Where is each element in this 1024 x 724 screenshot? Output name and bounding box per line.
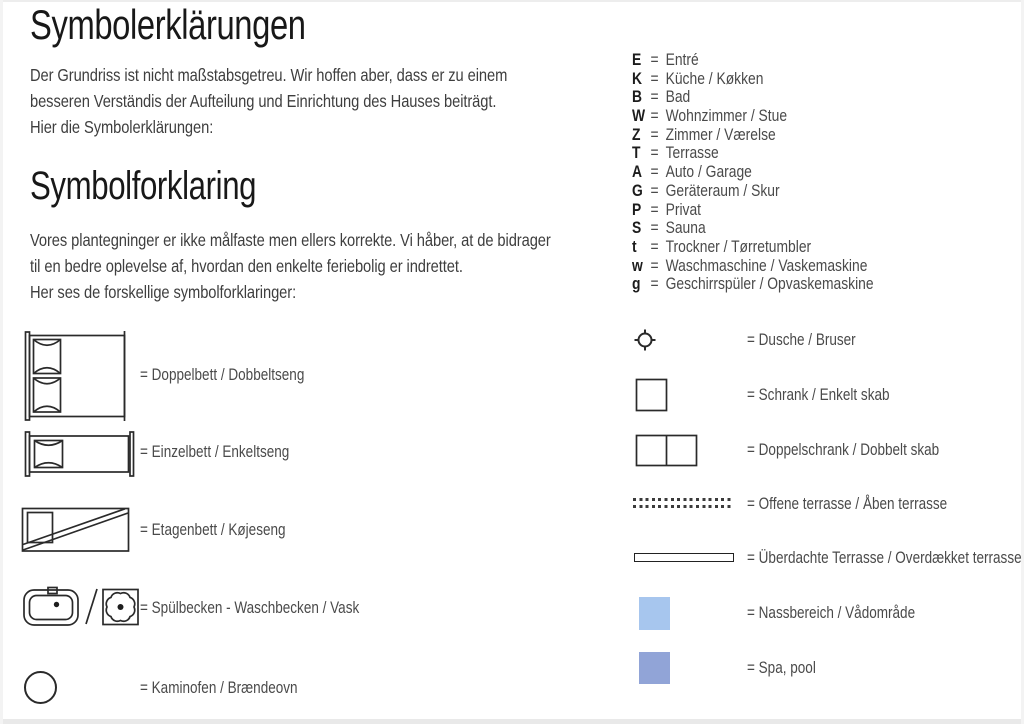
double-cabinet-label: = Doppelschrank / Dobbelt skab bbox=[747, 441, 940, 459]
equals-sign: = bbox=[650, 88, 659, 107]
room-code-letter: B bbox=[632, 88, 643, 107]
room-code-label: Sauna bbox=[665, 219, 706, 238]
bunk-bed-label: = Etagenbett / Køjeseng bbox=[140, 521, 286, 539]
single-bed-label-wrap bbox=[140, 443, 322, 462]
intro-da-line3: Her ses de forskellige symbolforklaringer: bbox=[30, 282, 297, 302]
open-terrace-label-wrap bbox=[747, 495, 991, 514]
equals-sign: = bbox=[650, 181, 659, 200]
double-bed-label-wrap bbox=[140, 366, 340, 385]
room-code-row bbox=[632, 144, 874, 163]
room-code-row bbox=[632, 275, 874, 294]
spa-pool-swatch bbox=[639, 652, 670, 684]
wet-area-swatch bbox=[639, 597, 670, 630]
single-bed-icon bbox=[24, 431, 136, 477]
equals-sign: = bbox=[650, 125, 659, 144]
open-terrace-dash-row bbox=[633, 498, 733, 501]
page-edge-left bbox=[0, 0, 3, 724]
room-code-letter: T bbox=[632, 144, 641, 163]
room-code-row bbox=[632, 182, 874, 201]
equals-sign: = bbox=[650, 237, 659, 256]
equals-sign: = bbox=[650, 107, 659, 126]
single-cabinet-icon bbox=[635, 378, 669, 412]
room-code-row bbox=[632, 257, 874, 276]
room-code-label: Geschirrspüler / Opvaskemaskine bbox=[665, 275, 874, 294]
covered-terrace-bar bbox=[634, 553, 734, 562]
room-code-label: Auto / Garage bbox=[665, 163, 752, 182]
room-code-row bbox=[632, 51, 874, 70]
page-title-danish: Symbolforklaring bbox=[30, 164, 257, 208]
wet-area-icon bbox=[639, 597, 670, 630]
double-cabinet-label-wrap bbox=[747, 441, 981, 460]
intro-paragraph-danish bbox=[30, 227, 551, 305]
single-bed-label: = Einzelbett / Enkeltseng bbox=[140, 443, 290, 461]
wood-stove-icon bbox=[23, 670, 59, 706]
sink-washbasin-label-wrap bbox=[140, 599, 407, 618]
intro-da-line1: Vores plantegninger er ikke målfaste men ellers korrekte. Vi håber, at de bidrager bbox=[30, 230, 551, 250]
wood-stove-label-wrap bbox=[140, 679, 332, 698]
covered-terrace-icon bbox=[634, 553, 734, 562]
intro-da-line2: til en bedre oplevelse af, hvordan den enkelte feriebolig er indrettet. bbox=[30, 256, 463, 276]
spa-pool-label-wrap bbox=[747, 659, 831, 678]
equals-sign: = bbox=[650, 144, 659, 163]
room-code-label: Entré bbox=[665, 51, 699, 69]
page-edge-bottom bbox=[0, 719, 1024, 724]
open-terrace-dash-row bbox=[633, 505, 733, 508]
room-code-label: Privat bbox=[665, 200, 702, 219]
wet-area-label-wrap bbox=[747, 604, 952, 623]
room-code-letter: G bbox=[632, 181, 643, 200]
single-cabinet-label: = Schrank / Enkelt skab bbox=[747, 386, 890, 404]
intro-de-line3: Hier die Symbolerklärungen: bbox=[30, 117, 214, 137]
sink-washbasin-icon bbox=[23, 586, 141, 628]
room-code-letter: g bbox=[632, 275, 641, 294]
shower-label: = Dusche / Bruser bbox=[747, 331, 856, 349]
equals-sign: = bbox=[650, 200, 659, 219]
wet-area-label: = Nassbereich / Vådområde bbox=[747, 604, 916, 622]
room-code-row bbox=[632, 88, 874, 107]
shower-label-wrap bbox=[747, 331, 880, 350]
room-code-letter: P bbox=[632, 200, 642, 219]
room-code-label: Küche / Køkken bbox=[665, 69, 764, 88]
shower-icon bbox=[631, 326, 659, 354]
intro-paragraph-german bbox=[30, 62, 507, 140]
room-code-label: Trockner / Tørretumbler bbox=[665, 237, 812, 256]
covered-terrace-label-wrap bbox=[747, 549, 1024, 568]
room-code-letter: E bbox=[632, 51, 642, 69]
room-code-row bbox=[632, 107, 874, 126]
equals-sign: = bbox=[650, 256, 659, 275]
room-code-label: Bad bbox=[665, 88, 691, 107]
double-bed-icon bbox=[24, 331, 130, 421]
equals-sign: = bbox=[650, 275, 659, 294]
equals-sign: = bbox=[650, 163, 659, 182]
room-code-label: Zimmer / Værelse bbox=[665, 125, 776, 144]
sink-washbasin-label: = Spülbecken - Waschbecken / Vask bbox=[140, 599, 360, 617]
spa-pool-label: = Spa, pool bbox=[747, 659, 816, 677]
open-terrace-icon bbox=[633, 498, 733, 508]
room-code-label: Terrasse bbox=[665, 144, 719, 163]
page-title-german: Symbolerklärungen bbox=[30, 1, 306, 48]
spa-pool-icon bbox=[639, 652, 670, 684]
intro-de-line2: besseren Verständis der Aufteilung und Einrichtung des Hauses beiträgt. bbox=[30, 91, 497, 111]
equals-sign: = bbox=[650, 69, 659, 88]
room-code-letter: w bbox=[632, 256, 643, 275]
room-code-letter: W bbox=[632, 107, 646, 126]
room-code-label: Waschmaschine / Vaskemaskine bbox=[665, 256, 868, 275]
equals-sign: = bbox=[650, 51, 659, 69]
intro-de-line1: Der Grundriss ist nicht maßstabsgetreu. Wir hoffen aber, dass er zu einem bbox=[30, 65, 508, 85]
room-code-letter: t bbox=[632, 237, 637, 256]
double-cabinet-icon bbox=[635, 434, 699, 467]
room-code-letter: K bbox=[632, 69, 643, 88]
equals-sign: = bbox=[650, 219, 659, 238]
room-code-row bbox=[632, 163, 874, 182]
double-bed-label: = Doppelbett / Dobbeltseng bbox=[140, 366, 305, 384]
room-code-legend bbox=[632, 51, 874, 294]
wood-stove-label: = Kaminofen / Brændeovn bbox=[140, 679, 298, 697]
room-code-row bbox=[632, 126, 874, 145]
covered-terrace-label: = Überdachte Terrasse / Overdækket terrasse bbox=[747, 549, 1022, 567]
room-code-row bbox=[632, 201, 874, 220]
room-code-row bbox=[632, 238, 874, 257]
room-code-letter: Z bbox=[632, 125, 641, 144]
room-code-label: Geräteraum / Skur bbox=[665, 181, 780, 200]
room-code-label: Wohnzimmer / Stue bbox=[665, 107, 788, 126]
room-code-letter: S bbox=[632, 219, 642, 238]
room-code-row bbox=[632, 219, 874, 238]
open-terrace-label: = Offene terrasse / Åben terrasse bbox=[747, 495, 948, 513]
room-code-letter: A bbox=[632, 163, 643, 182]
bunk-bed-label-wrap bbox=[140, 521, 318, 540]
bunk-bed-icon bbox=[21, 507, 131, 553]
single-cabinet-label-wrap bbox=[747, 386, 921, 405]
room-code-row bbox=[632, 70, 874, 89]
